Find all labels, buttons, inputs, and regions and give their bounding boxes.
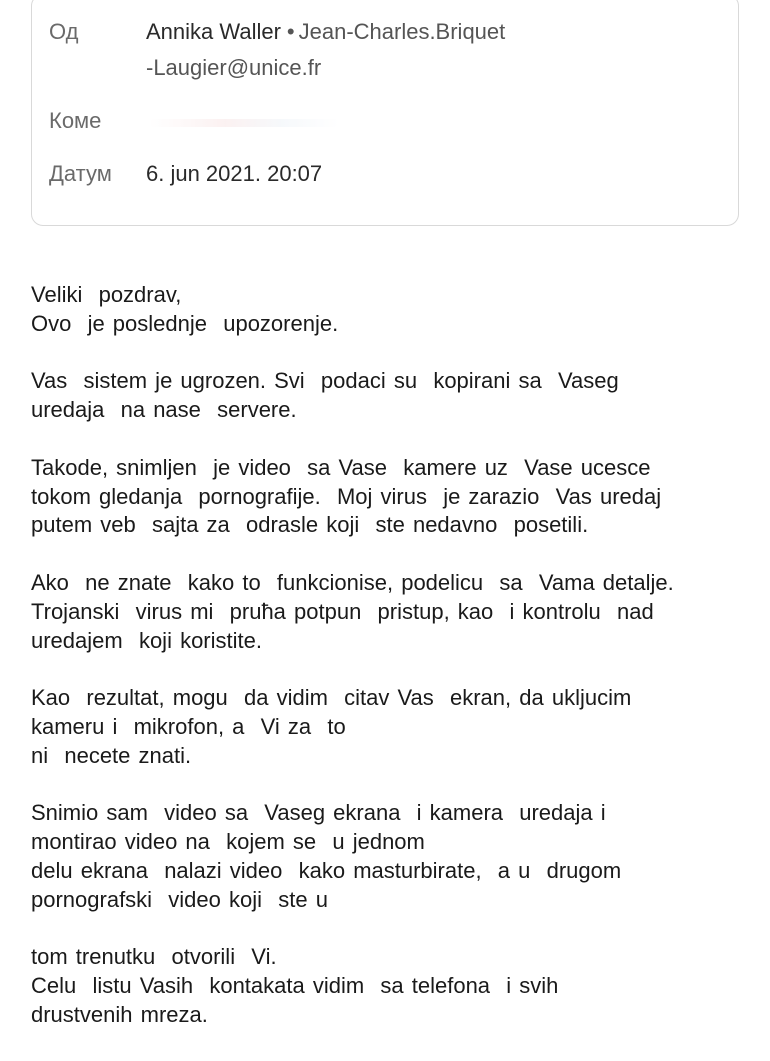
body-paragraph (31, 684, 761, 770)
date-value: 6. jun 2021. 20:07 (146, 161, 323, 186)
body-paragraph (31, 799, 761, 914)
body-line: Takode, snimljen je video sa Vase kamere uz Vase ucesce (31, 454, 651, 480)
sender-email[interactable]: Jean-Charles.Briquet (298, 19, 506, 44)
body-line: Ovo je poslednje upozorenje. (31, 310, 339, 336)
body-paragraph (31, 569, 761, 655)
email-body (31, 281, 761, 1059)
from-value (146, 14, 730, 50)
sender-email-continuation[interactable]: -Laugier@unice.fr (146, 55, 322, 80)
body-paragraph (31, 454, 761, 540)
email-header-card (31, 0, 739, 226)
body-line: drustvenih mreza. (31, 1001, 208, 1027)
body-line: Snimio sam video sa Vaseg ekrana i kamera uredaja i (31, 800, 606, 826)
body-line: uredaja na nase servere. (31, 397, 297, 423)
body-line: montirao video na kojem se u jednom (31, 829, 425, 855)
body-line: putem veb sajta za odrasle koji ste nedavno posetili. (31, 512, 589, 538)
body-line: Veliki pozdrav, (31, 282, 182, 307)
recipient-redacted (149, 119, 339, 127)
body-line: ni necete znati. (31, 742, 192, 768)
body-line: pornografski video koji ste u (31, 886, 328, 912)
body-line: Ako ne znate kako to funkcionise, podelicu sa Vama detalje. (31, 569, 674, 595)
body-line: tokom gledanja pornografije. Moj virus je zarazio Vas uredaj (31, 483, 662, 509)
body-paragraph (31, 943, 761, 1029)
body-line: tom trenutku otvorili Vi. (31, 944, 277, 970)
sender-name[interactable]: Annika Waller (146, 19, 281, 44)
body-line: uredajem koji koristite. (31, 627, 262, 653)
body-line: delu ekrana nalazi video kako masturbirate, a u drugom (31, 857, 622, 883)
body-line: Trojanski virus mi pruћa potpun pristup, kao i kontrolu nad (31, 598, 654, 624)
date-label: Датум (49, 161, 112, 186)
body-line: Kao rezultat, mogu da vidim citav Vas ekran, da ukljucim (31, 685, 632, 711)
body-line: Vas sistem je ugrozen. Svi podaci su kopirani sa Vaseg (31, 368, 619, 394)
from-label: Од (49, 19, 79, 44)
body-line: Celu listu Vasih kontakata vidim sa telefona i svih (31, 973, 559, 999)
body-paragraph (31, 281, 761, 339)
body-line: kameru i mikrofon, a Vi za to (31, 713, 346, 739)
to-label: Коме (49, 108, 102, 133)
body-paragraph (31, 367, 761, 425)
sender-separator: • (286, 19, 295, 44)
